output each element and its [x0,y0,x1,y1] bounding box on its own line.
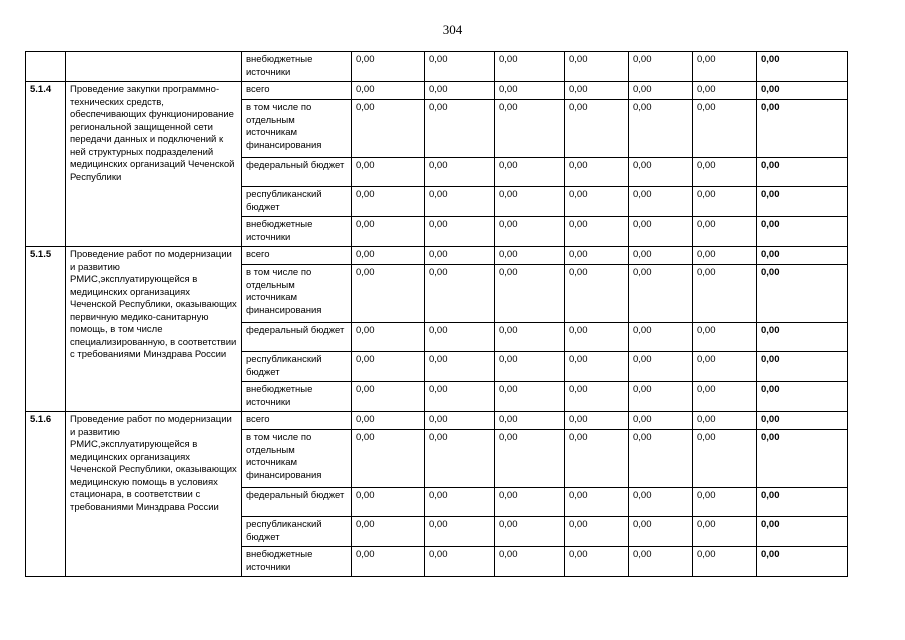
value-cell: 0,00 [757,100,848,158]
value-cell: 0,00 [352,247,425,265]
value-cell: 0,00 [425,100,495,158]
value-cell: 0,00 [425,187,495,217]
table-body [26,52,848,577]
value-cell: 0,00 [425,547,495,577]
value-cell: 0,00 [757,412,848,430]
value-cell: 0,00 [757,217,848,247]
value-cell: 0,00 [425,412,495,430]
value-cell: 0,00 [352,187,425,217]
value-cell: 0,00 [757,265,848,323]
value-cell: 0,00 [629,247,693,265]
value-cell: 0,00 [495,382,565,412]
item-number-cell [26,52,66,82]
value-cell: 0,00 [352,323,425,352]
value-cell: 0,00 [425,430,495,488]
value-cell: 0,00 [352,217,425,247]
value-cell: 0,00 [565,187,629,217]
funding-source-cell: всего [242,412,352,430]
page-number: 304 [442,22,463,37]
value-cell: 0,00 [425,82,495,100]
value-cell: 0,00 [425,52,495,82]
value-cell: 0,00 [352,412,425,430]
value-cell: 0,00 [495,412,565,430]
value-cell: 0,00 [565,517,629,547]
value-cell: 0,00 [565,82,629,100]
value-cell: 0,00 [693,488,757,517]
value-cell: 0,00 [352,52,425,82]
funding-source-cell: федеральный бюджет [242,323,352,352]
value-cell: 0,00 [565,52,629,82]
value-cell: 0,00 [757,52,848,82]
value-cell: 0,00 [629,100,693,158]
value-cell: 0,00 [352,100,425,158]
value-cell: 0,00 [629,323,693,352]
funding-source-cell: федеральный бюджет [242,158,352,187]
value-cell: 0,00 [565,323,629,352]
item-number-cell: 5.1.4 [26,82,66,247]
value-cell: 0,00 [495,488,565,517]
value-cell: 0,00 [425,265,495,323]
value-cell: 0,00 [352,82,425,100]
value-cell: 0,00 [757,158,848,187]
item-title-cell [66,52,242,82]
value-cell: 0,00 [425,382,495,412]
value-cell: 0,00 [425,352,495,382]
value-cell: 0,00 [425,488,495,517]
value-cell: 0,00 [757,547,848,577]
value-cell: 0,00 [352,488,425,517]
value-cell: 0,00 [352,547,425,577]
value-cell: 0,00 [693,82,757,100]
value-cell: 0,00 [629,265,693,323]
value-cell: 0,00 [629,217,693,247]
funding-source-cell: всего [242,82,352,100]
value-cell: 0,00 [757,82,848,100]
table-row [26,52,848,82]
table-row [26,82,848,100]
value-cell: 0,00 [693,100,757,158]
funding-source-cell: внебюджетные источники [242,382,352,412]
value-cell: 0,00 [693,323,757,352]
value-cell: 0,00 [352,352,425,382]
value-cell: 0,00 [565,412,629,430]
value-cell: 0,00 [352,382,425,412]
value-cell: 0,00 [495,517,565,547]
value-cell: 0,00 [693,412,757,430]
value-cell: 0,00 [629,517,693,547]
funding-source-cell: внебюджетные источники [242,217,352,247]
value-cell: 0,00 [495,547,565,577]
funding-source-cell: внебюджетные источники [242,52,352,82]
value-cell: 0,00 [629,412,693,430]
value-cell: 0,00 [629,352,693,382]
value-cell: 0,00 [757,382,848,412]
funding-source-cell: внебюджетные источники [242,547,352,577]
value-cell: 0,00 [495,430,565,488]
value-cell: 0,00 [495,352,565,382]
value-cell: 0,00 [495,187,565,217]
value-cell: 0,00 [629,82,693,100]
value-cell: 0,00 [495,158,565,187]
value-cell: 0,00 [565,217,629,247]
value-cell: 0,00 [629,158,693,187]
value-cell: 0,00 [629,52,693,82]
funding-source-cell: федеральный бюджет [242,488,352,517]
value-cell: 0,00 [565,265,629,323]
value-cell: 0,00 [693,158,757,187]
value-cell: 0,00 [693,547,757,577]
value-cell: 0,00 [425,247,495,265]
value-cell: 0,00 [693,517,757,547]
value-cell: 0,00 [565,158,629,187]
value-cell: 0,00 [352,430,425,488]
value-cell: 0,00 [757,488,848,517]
value-cell: 0,00 [693,217,757,247]
value-cell: 0,00 [352,158,425,187]
value-cell: 0,00 [629,547,693,577]
value-cell: 0,00 [425,217,495,247]
value-cell: 0,00 [352,265,425,323]
table-row [26,247,848,265]
value-cell: 0,00 [629,488,693,517]
item-number-cell: 5.1.5 [26,247,66,412]
value-cell: 0,00 [693,352,757,382]
value-cell: 0,00 [629,187,693,217]
value-cell: 0,00 [495,82,565,100]
value-cell: 0,00 [425,323,495,352]
value-cell: 0,00 [693,430,757,488]
value-cell: 0,00 [565,430,629,488]
value-cell: 0,00 [352,517,425,547]
value-cell: 0,00 [757,352,848,382]
funding-source-cell: в том числе по отдельным источникам финансирования [242,100,352,158]
value-cell: 0,00 [565,488,629,517]
value-cell: 0,00 [495,323,565,352]
item-number-cell: 5.1.6 [26,412,66,577]
value-cell: 0,00 [495,247,565,265]
value-cell: 0,00 [629,430,693,488]
value-cell: 0,00 [565,382,629,412]
value-cell: 0,00 [565,352,629,382]
value-cell: 0,00 [495,100,565,158]
value-cell: 0,00 [495,217,565,247]
value-cell: 0,00 [757,517,848,547]
funding-source-cell: в том числе по отдельным источникам финансирования [242,430,352,488]
value-cell: 0,00 [425,158,495,187]
value-cell: 0,00 [693,382,757,412]
value-cell: 0,00 [495,265,565,323]
value-cell: 0,00 [693,247,757,265]
value-cell: 0,00 [565,547,629,577]
value-cell: 0,00 [757,187,848,217]
item-title-cell: Проведение закупки программно-технических средств, обеспечивающих функционирование региональной защищенной сети передачи данных и подключений к ней структурных подразделений медицинских организаций Чеченской Республики [66,82,242,247]
value-cell: 0,00 [565,100,629,158]
value-cell: 0,00 [425,517,495,547]
funding-source-cell: республиканский бюджет [242,187,352,217]
funding-source-cell: республиканский бюджет [242,352,352,382]
value-cell: 0,00 [629,382,693,412]
funding-source-cell: всего [242,247,352,265]
value-cell: 0,00 [757,323,848,352]
value-cell: 0,00 [565,247,629,265]
item-title-cell: Проведение работ по модернизации и развитию РМИС,эксплуатирующейся в медицинских организациях Чеченской Республики, оказывающих медицинскую помощь в условиях стационара, в соответствии с требованиями Минздрава России [66,412,242,577]
value-cell: 0,00 [693,52,757,82]
value-cell: 0,00 [757,430,848,488]
funding-table [25,51,848,577]
table-row [26,412,848,430]
value-cell: 0,00 [693,265,757,323]
funding-source-cell: республиканский бюджет [242,517,352,547]
value-cell: 0,00 [757,247,848,265]
value-cell: 0,00 [495,52,565,82]
value-cell: 0,00 [693,187,757,217]
funding-source-cell: в том числе по отдельным источникам финансирования [242,265,352,323]
item-title-cell: Проведение работ по модернизации и развитию РМИС,эксплуатирующейся в медицинских организациях Чеченской Республики, оказывающих первичную медико-санитарную помощь, в том числе специализированную, в соответствии с требованиями Минздрава России [66,247,242,412]
